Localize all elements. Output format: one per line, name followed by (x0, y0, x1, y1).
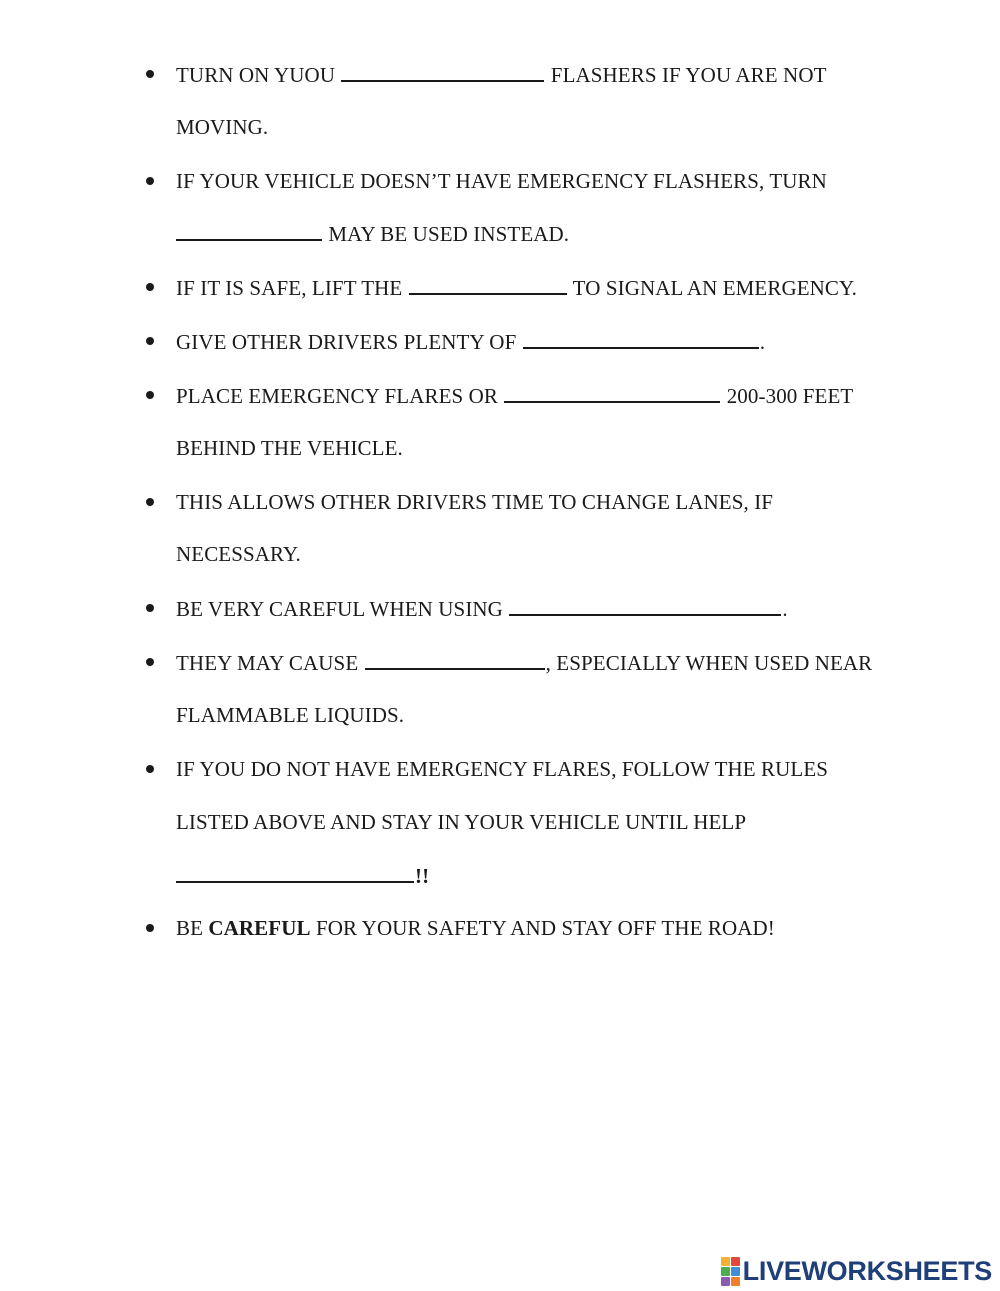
bullet (146, 924, 154, 932)
item-text: THEY MAY CAUSE (176, 651, 364, 675)
bullet (146, 283, 154, 291)
item-text: IF IT IS SAFE, LIFT THE (176, 276, 408, 300)
logo-blocks-icon (721, 1257, 740, 1286)
item-text: MAY BE USED INSTEAD. (323, 222, 570, 246)
item-text: TURN ON YUOU (176, 63, 341, 87)
item-text: PLACE EMERGENCY FLARES OR (176, 384, 504, 408)
logo-block (721, 1277, 730, 1286)
liveworksheets-logo[interactable] (721, 1256, 992, 1286)
answer-blank[interactable] (365, 649, 545, 670)
bullet (146, 658, 154, 666)
bullet (146, 177, 154, 185)
item-text: IF YOUR VEHICLE DOESN’T HAVE EMERGENCY FLASHERS, TURN (176, 169, 827, 193)
item-text: IF YOU DO NOT HAVE EMERGENCY FLARES, FOLLOW THE RULES (176, 757, 829, 781)
item-text: . (782, 597, 788, 621)
item-text: FLASHERS IF YOU ARE NOT (545, 63, 827, 87)
bullet (146, 498, 154, 506)
item-text: BE (176, 916, 209, 940)
item-text: NECESSARY. (176, 542, 301, 566)
answer-blank[interactable] (341, 61, 544, 82)
item-text: MOVING. (176, 115, 269, 139)
item-text: !! (415, 864, 430, 888)
emphasis-text: CAREFUL (208, 916, 311, 940)
logo-block (721, 1257, 730, 1266)
item-text: FLAMMABLE LIQUIDS. (176, 703, 405, 727)
item-text: THIS ALLOWS OTHER DRIVERS TIME TO CHANGE LANES, IF (176, 490, 774, 514)
logo-block (721, 1267, 730, 1276)
item-text: BE VERY CAREFUL WHEN USING (176, 597, 509, 621)
item-text: LISTED ABOVE AND STAY IN YOUR VEHICLE UNTIL HELP (176, 810, 747, 834)
logo-text: LIVEWORKSHEETS (742, 1255, 992, 1286)
item-text: TO SIGNAL AN EMERGENCY. (567, 276, 857, 300)
item-text: FOR YOUR SAFETY AND STAY OFF THE ROAD! (310, 916, 775, 940)
logo-block (731, 1267, 740, 1276)
item-text: 200-300 FEET (721, 384, 854, 408)
item-text: . (759, 330, 766, 354)
bullet (146, 391, 154, 399)
answer-blank[interactable] (509, 595, 781, 616)
bullet (146, 604, 154, 612)
answer-blank[interactable] (409, 274, 567, 295)
answer-blank[interactable] (176, 220, 322, 241)
bullet (146, 765, 154, 773)
bullet (146, 337, 154, 345)
answer-blank[interactable] (523, 328, 759, 349)
item-text: GIVE OTHER DRIVERS PLENTY OF (176, 330, 522, 354)
bullet (146, 70, 154, 78)
answer-blank[interactable] (176, 862, 414, 883)
item-text: , ESPECIALLY WHEN USED NEAR (545, 651, 873, 675)
answer-blank[interactable] (504, 382, 720, 403)
item-text: BEHIND THE VEHICLE. (176, 436, 403, 460)
logo-block (731, 1257, 740, 1266)
logo-block (731, 1277, 740, 1286)
